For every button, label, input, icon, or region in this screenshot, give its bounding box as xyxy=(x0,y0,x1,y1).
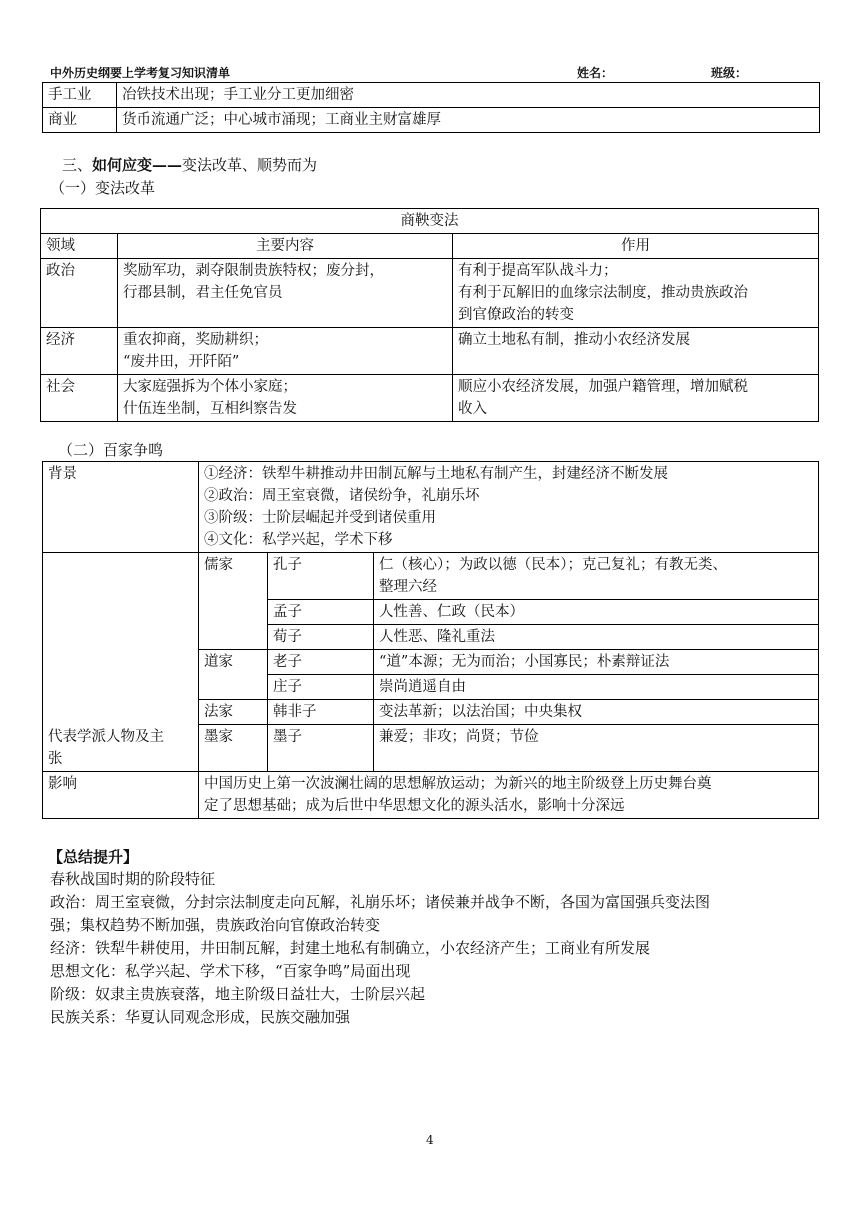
table-row xyxy=(43,553,819,600)
column-header: 主要内容 xyxy=(118,234,453,259)
school-cell: 道家 xyxy=(199,650,268,700)
summary-line: 阶级：奴隶主贵族衰落，地主阶级日益壮大，士阶层兴起 xyxy=(50,985,426,1003)
cell-line: 有利于瓦解旧的血缘宗法制度，推动贵族政治 xyxy=(458,285,748,301)
content-cell: 货币流通广泛；中心城市涌现；工商业主财富雄厚 xyxy=(117,108,820,133)
idea-cell: 人性恶、隆礼重法 xyxy=(374,625,819,650)
class-label: 班级： xyxy=(711,66,748,80)
idea-cell xyxy=(374,553,819,600)
table-title: 商鞅变法 xyxy=(41,209,819,234)
school-cell: 法家 xyxy=(199,700,268,725)
cell-line: 收入 xyxy=(458,401,487,417)
table-row xyxy=(43,83,820,108)
column-header: 作用 xyxy=(453,234,819,259)
cell-line: 有利于提高军队战斗力； xyxy=(458,263,618,279)
cell-line: 确立土地私有制，推动小农经济发展 xyxy=(458,332,690,348)
cell-line: 整理六经 xyxy=(379,579,437,595)
table-row xyxy=(43,772,819,819)
cell-line: 奖励军功，剥夺限制贵族特权；废分封， xyxy=(123,263,384,279)
summary-heading: 【总结提升】 xyxy=(48,848,139,866)
section-heading xyxy=(62,154,317,175)
page-number: 4 xyxy=(426,1133,434,1147)
summary-line: 经济：铁犁牛耕使用，井田制瓦解，封建土地私有制确立，小农经济产生；工商业有所发展 xyxy=(50,939,651,957)
field-cell: 商业 xyxy=(43,108,117,133)
cell-line: 大家庭强拆为个体小家庭； xyxy=(123,379,297,395)
section-number: 三、 xyxy=(62,156,93,174)
person-cell: 墨子 xyxy=(268,725,374,772)
cell-line: 到官僚政治的转变 xyxy=(458,307,574,323)
name-label: 姓名： xyxy=(577,66,614,80)
cell-line: 定了思想基础；成为后世中华思想文化的源头活水，影响十分深远 xyxy=(204,798,625,814)
idea-cell: 变法革新；以法治国；中央集权 xyxy=(374,700,819,725)
person-cell: 孟子 xyxy=(268,600,374,625)
idea-cell: “道”本源；无为而治；小国寡民；朴素辩证法 xyxy=(374,650,819,675)
influence-cell xyxy=(199,772,819,819)
cell-line: 行郡县制，君主任免官员 xyxy=(123,285,283,301)
summary-line: 思想文化：私学兴起、学术下移，“百家争鸣”局面出现 xyxy=(50,962,411,980)
table-row xyxy=(41,375,819,422)
cell-line: ①经济：铁犁牛耕推动井田制瓦解与土地私有制产生，封建经济不断发展 xyxy=(204,466,668,482)
cell-line: 什伍连坐制，互相纠察告发 xyxy=(123,401,297,417)
cell-line: 仁（核心）；为政以德（民本）；克己复礼；有教无类、 xyxy=(379,557,727,573)
effect-cell xyxy=(453,375,819,422)
summary-line: 政治：周王室衰微，分封宗法制度走向瓦解，礼崩乐坏；诸侯兼并战争不断，各国为富国强兵变法图 xyxy=(50,893,711,911)
idea-cell: 兼爱；非攻；尚贤；节俭 xyxy=(374,725,819,772)
hundred-schools-table xyxy=(42,461,819,819)
summary-line: 春秋战国时期的阶段特征 xyxy=(50,870,216,888)
page-header-title: 中外历史纲要上学考复习知识清单 xyxy=(50,66,231,80)
economy-table xyxy=(42,82,820,133)
cell-line: 代表学派人物及主 xyxy=(48,729,164,745)
person-cell: 老子 xyxy=(268,650,374,675)
cell-line: 中国历史上第一次波澜壮阔的思想解放运动；为新兴的地主阶级登上历史舞台奠 xyxy=(204,776,712,792)
table-row xyxy=(41,209,819,234)
subsection-heading-schools: （二）百家争鸣 xyxy=(58,441,164,459)
content-cell xyxy=(118,259,453,328)
school-cell: 墨家 xyxy=(199,725,268,772)
idea-cell: 人性善、仁政（民本） xyxy=(374,600,819,625)
section-title-rest: 变法改革、顺势而为 xyxy=(182,156,318,174)
summary-line: 民族关系：华夏认同观念形成，民族交融加强 xyxy=(50,1008,351,1026)
person-cell: 庄子 xyxy=(268,675,374,700)
summary-line: 强；集权趋势不断加强，贵族政治向官僚政治转变 xyxy=(50,916,381,934)
person-cell: 孔子 xyxy=(268,553,374,600)
subsection-heading-reform: （一）变法改革 xyxy=(50,179,156,197)
row-label xyxy=(43,553,199,772)
background-cell xyxy=(199,462,819,553)
table-row xyxy=(43,462,819,553)
cell-line: ③阶级：士阶层崛起并受到诸侯重用 xyxy=(204,510,436,526)
table-row xyxy=(41,328,819,375)
content-cell: 冶铁技术出现；手工业分工更加细密 xyxy=(117,83,820,108)
cell-line: 重农抑商，奖励耕织； xyxy=(123,332,268,348)
table-row xyxy=(43,108,820,133)
row-label: 背景 xyxy=(43,462,199,553)
school-cell: 儒家 xyxy=(199,553,268,650)
section-title-bold: 如何应变—— xyxy=(92,156,183,174)
cell-line: ②政治：周王室衰微，诸侯纷争，礼崩乐坏 xyxy=(204,488,480,504)
table-header-row xyxy=(41,234,819,259)
column-header: 领域 xyxy=(41,234,118,259)
field-cell: 政治 xyxy=(41,259,118,328)
field-cell: 手工业 xyxy=(43,83,117,108)
field-cell: 社会 xyxy=(41,375,118,422)
shang-yang-table xyxy=(40,208,819,422)
content-cell xyxy=(118,375,453,422)
person-cell: 韩非子 xyxy=(268,700,374,725)
field-cell: 经济 xyxy=(41,328,118,375)
cell-line: ④文化：私学兴起，学术下移 xyxy=(204,532,393,548)
person-cell: 荀子 xyxy=(268,625,374,650)
cell-line: 张 xyxy=(48,751,63,767)
content-cell xyxy=(118,328,453,375)
summary-body xyxy=(50,868,710,1029)
row-label: 影响 xyxy=(43,772,199,819)
effect-cell xyxy=(453,259,819,328)
effect-cell xyxy=(453,328,819,375)
idea-cell: 崇尚逍遥自由 xyxy=(374,675,819,700)
cell-line: 顺应小农经济发展，加强户籍管理，增加赋税 xyxy=(458,379,748,395)
cell-line: “废井田，开阡陌” xyxy=(123,354,240,370)
table-row xyxy=(41,259,819,328)
